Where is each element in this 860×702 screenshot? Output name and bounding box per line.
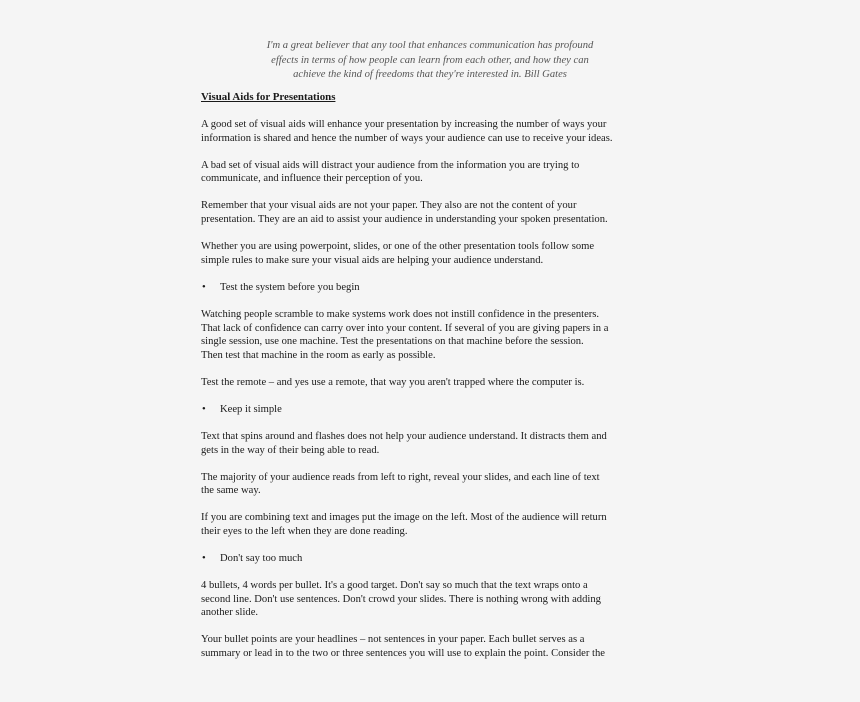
bullet-text: Test the system before you begin (220, 281, 360, 293)
epigraph-quote: I'm a great believer that any tool that enhances communication has profound effects in terms of how people can learn from each other, and how they can achieve the kind of freedoms that they're interested in. Bill Gates (266, 40, 594, 81)
bullet-dot-icon: • (202, 403, 206, 415)
bullet-item-test-system (201, 281, 671, 295)
paragraph-9: If you are combining text and images put the image on the left. Most of the audience will return their eyes to the left when they are done reading. (201, 512, 607, 537)
paragraph-1: A good set of visual aids will enhance your presentation by increasing the number of ways your information is shared and hence the number of ways your audience can use to receive your ideas. (201, 119, 613, 144)
bullet-dot-icon: • (202, 553, 206, 565)
section-heading: Visual Aids for Presentations (201, 91, 336, 103)
bullet-dot-icon: • (202, 281, 206, 293)
document-body (201, 91, 671, 674)
bullet-item-keep-simple (201, 403, 671, 417)
bullet-text: Keep it simple (220, 403, 282, 415)
paragraph-7: Text that spins around and flashes does not help your audience understand. It distracts them and gets in the way of their being able to read. (201, 431, 607, 456)
paragraph-3: Remember that your visual aids are not your paper. They also are not the content of your presentation. They are an aid to assist your audience in understanding your spoken presentation. (201, 200, 608, 226)
paragraph-8: The majority of your audience reads from left to right, reveal your slides, and each line of text the same way. (201, 471, 600, 497)
paragraph-10: 4 bullets, 4 words per bullet. It's a good target. Don't say so much that the text wraps onto a second line. Don't use sentences. Don't crowd your slides. There is nothing wrong with adding another slide. (201, 580, 601, 619)
paragraph-6: Test the remote – and yes use a remote, that way you aren't trapped where the computer is. (201, 376, 585, 388)
bullet-item-dont-say-too-much (201, 552, 671, 566)
bullet-text: Don't say too much (220, 553, 303, 565)
paragraph-5: Watching people scramble to make systems work does not instill confidence in the presenters. That lack of confidence can carry over into your content. If several of you are giving papers in a single session, use one machine. Test the presentations on that machine before the session. Then test that machine in the room as early as possible. (201, 308, 609, 361)
paragraph-11: Your bullet points are your headlines – not sentences in your paper. Each bullet serves as a summary or lead in to the two or three sentences you will use to explain the point. Consider the (201, 634, 605, 660)
paragraph-2: A bad set of visual aids will distract your audience from the information you are trying to communicate, and influence their perception of you. (201, 159, 580, 185)
paragraph-4: Whether you are using powerpoint, slides, or one of the other presentation tools follow some simple rules to make sure your visual aids are helping your audience understand. (201, 241, 595, 266)
